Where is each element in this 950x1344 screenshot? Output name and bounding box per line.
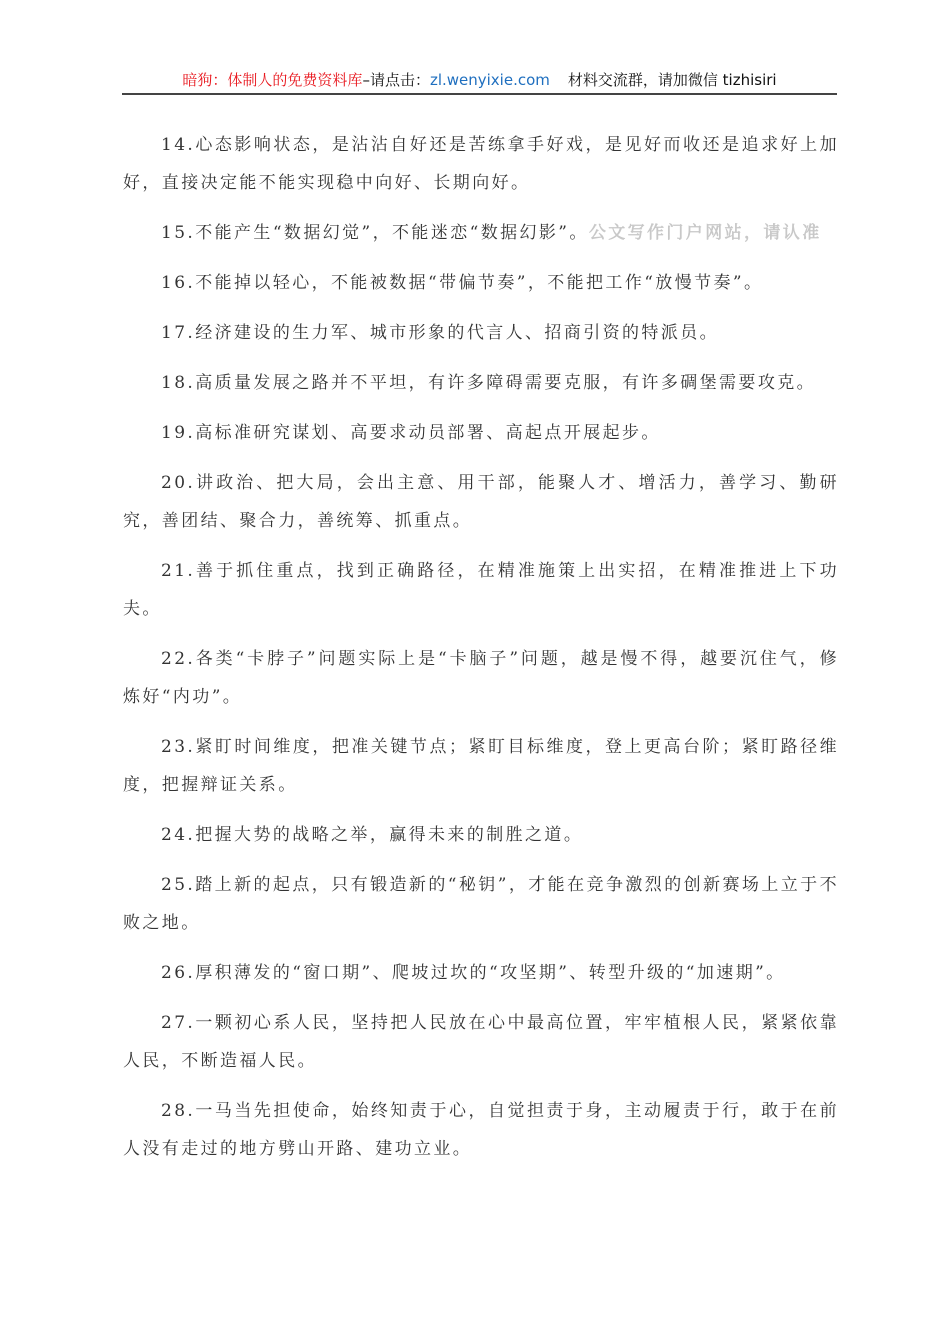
paragraph — [123, 314, 839, 352]
paragraph — [123, 1092, 839, 1168]
paragraph-text: 15.不能产生“数据幻觉”，不能迷恋“数据幻影”。 — [161, 223, 589, 243]
paragraph-text: 18.高质量发展之路并不平坦，有许多障碍需要克服，有许多碉堡需要攻克。 — [161, 373, 817, 393]
paragraph-text: 21.善于抓住重点，找到正确路径，在精准施策上出实招，在精准推进上下功夫。 — [123, 561, 839, 619]
paragraph — [123, 1004, 839, 1080]
paragraph-text: 17.经济建设的生力军、城市形象的代言人、招商引资的特派员。 — [161, 323, 720, 343]
paragraph — [123, 640, 839, 716]
watermark-text: 公文写作门户网站，请认准 — [588, 223, 822, 243]
paragraph-text: 20.讲政治、把大局，会出主意、用干部，能聚人才、增活力，善学习、勤研究，善团结、聚合力，善统筹、抓重点。 — [123, 473, 839, 531]
page-header — [122, 68, 837, 95]
paragraph — [123, 866, 839, 942]
paragraph — [123, 728, 839, 804]
header-brand: 暗狗：体制人的免费资料库 — [182, 71, 363, 89]
header-click-prompt: –请点击： — [362, 71, 430, 89]
header-contact: 材料交流群，请加微信 tizhisiri — [567, 71, 777, 89]
paragraph-text: 19.高标准研究谋划、高要求动员部署、高起点开展起步。 — [161, 423, 661, 443]
paragraph — [123, 414, 839, 452]
paragraph-text: 27.一颗初心系人民，坚持把人民放在心中最高位置，牢牢植根人民，紧紧依靠人民，不断造福人民。 — [123, 1013, 839, 1071]
document-body — [123, 126, 839, 1180]
paragraph — [123, 364, 839, 402]
paragraph — [123, 816, 839, 854]
paragraph — [123, 954, 839, 992]
paragraph — [123, 552, 839, 628]
paragraph-text: 22.各类“卡脖子”问题实际上是“卡脑子”问题，越是慢不得，越要沉住气，修炼好“内功”。 — [123, 649, 839, 707]
paragraph — [123, 464, 839, 540]
header-url-link[interactable]: zl.wenyixie.com — [429, 71, 550, 89]
paragraph-text: 24.把握大势的战略之举，赢得未来的制胜之道。 — [161, 825, 584, 845]
paragraph-text: 28.一马当先担使命，始终知责于心，自觉担责于身，主动履责于行，敢于在前人没有走过的地方劈山开路、建功立业。 — [123, 1101, 839, 1159]
paragraph — [123, 214, 839, 252]
paragraph-text: 14.心态影响状态，是沾沾自好还是苦练拿手好戏，是见好而收还是追求好上加好，直接决定能不能实现稳中向好、长期向好。 — [123, 135, 839, 193]
paragraph-text: 25.踏上新的起点，只有锻造新的“秘钥”，才能在竞争激烈的创新赛场上立于不败之地。 — [123, 875, 839, 933]
paragraph-text: 23.紧盯时间维度，把准关键节点；紧盯目标维度，登上更高台阶；紧盯路径维度，把握辩证关系。 — [123, 737, 839, 795]
paragraph — [123, 264, 839, 302]
paragraph-text: 26.厚积薄发的“窗口期”、爬坡过坎的“攻坚期”、转型升级的“加速期”。 — [161, 963, 786, 983]
paragraph-text: 16.不能掉以轻心，不能被数据“带偏节奏”，不能把工作“放慢节奏”。 — [161, 273, 764, 293]
paragraph — [123, 126, 839, 202]
